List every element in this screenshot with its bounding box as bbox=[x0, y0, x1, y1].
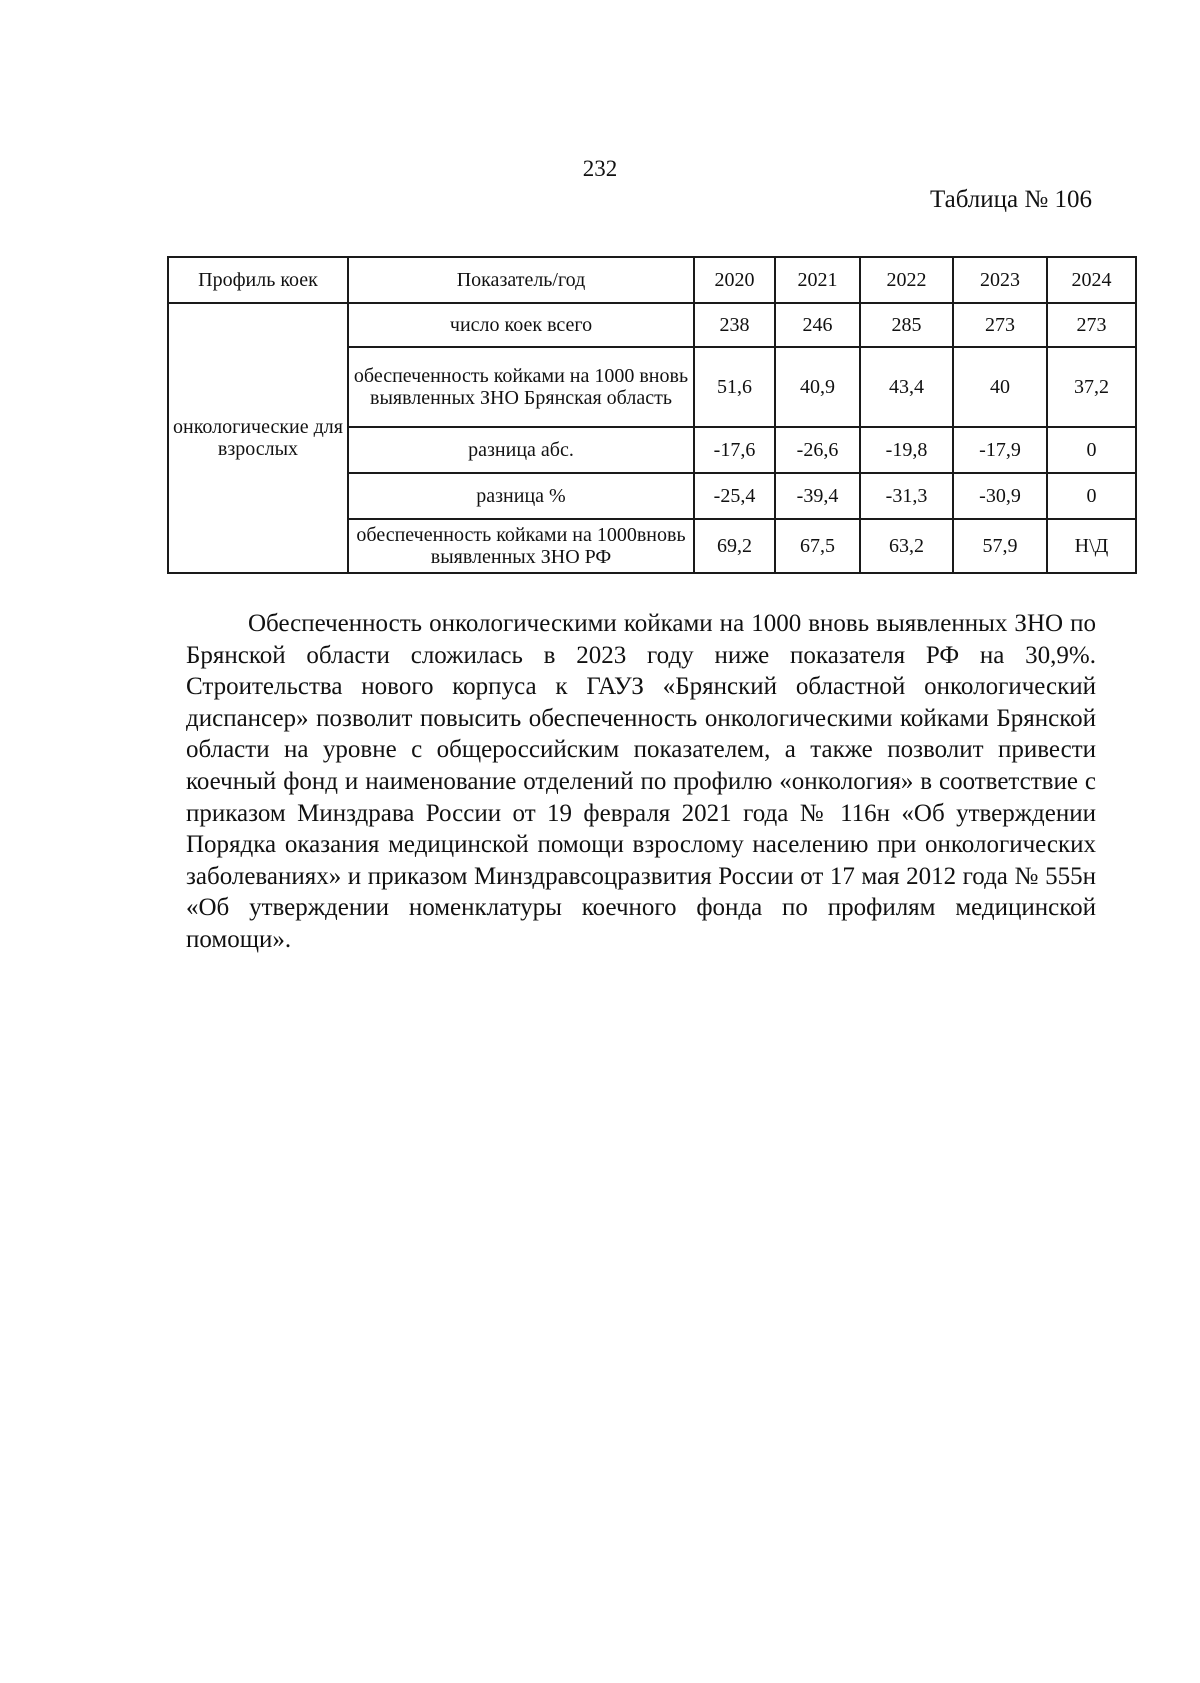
indicator-cell: число коек всего bbox=[348, 303, 694, 347]
value-cell: 43,4 bbox=[860, 347, 953, 427]
indicator-cell: обеспеченность койками на 1000вновь выявленных ЗНО РФ bbox=[348, 519, 694, 573]
value-cell: 273 bbox=[1047, 303, 1136, 347]
table-header-row bbox=[168, 257, 1136, 303]
value-cell: 63,2 bbox=[860, 519, 953, 573]
value-cell: -26,6 bbox=[775, 427, 860, 473]
indicator-cell: разница абс. bbox=[348, 427, 694, 473]
indicator-cell: обеспеченность койками на 1000 вновь выявленных ЗНО Брянская область bbox=[348, 347, 694, 427]
body-paragraph: Обеспеченность онкологическими койками на 1000 вновь выявленных ЗНО по Брянской области сложилась в 2023 году ниже показателя РФ на 30,9%. Строительства нового корпуса к ГАУЗ «Брянский областной онкологический диспансер» позволит повысить обеспеченность онкологическими койками Брянской области на уровне с общероссийским показателем, а также позволит привести коечный фонд и наименование отделений по профилю «онкология» в соответствие с приказом Минздрава России от 19 февраля 2021 года № 116н «Об утверждении Порядка оказания медицинской помощи взрослому населению при онкологических заболеваниях» и приказом Минздравсоцразвития России от 17 мая 2012 года № 555н «Об утверждении номенклатуры коечного фонда по профилям медицинской помощи». bbox=[186, 610, 1096, 953]
value-cell: -17,6 bbox=[694, 427, 775, 473]
value-cell: 67,5 bbox=[775, 519, 860, 573]
beds-table bbox=[167, 256, 1137, 574]
table-caption: Таблица № 106 bbox=[929, 186, 1092, 213]
header-cell-2023: 2023 bbox=[953, 257, 1047, 303]
value-cell: 0 bbox=[1047, 427, 1136, 473]
indicator-cell: разница % bbox=[348, 473, 694, 519]
value-cell: 57,9 bbox=[953, 519, 1047, 573]
header-cell-2020: 2020 bbox=[694, 257, 775, 303]
table-row bbox=[168, 303, 1136, 347]
header-cell-profile: Профиль коек bbox=[168, 257, 348, 303]
value-cell: 40 bbox=[953, 347, 1047, 427]
value-cell: 285 bbox=[860, 303, 953, 347]
header-cell-indicator: Показатель/год bbox=[348, 257, 694, 303]
value-cell: 273 bbox=[953, 303, 1047, 347]
value-cell: 246 bbox=[775, 303, 860, 347]
value-cell: Н\Д bbox=[1047, 519, 1136, 573]
value-cell: -19,8 bbox=[860, 427, 953, 473]
value-cell: -39,4 bbox=[775, 473, 860, 519]
value-cell: -31,3 bbox=[860, 473, 953, 519]
value-cell: -17,9 bbox=[953, 427, 1047, 473]
value-cell: 40,9 bbox=[775, 347, 860, 427]
value-cell: 51,6 bbox=[694, 347, 775, 427]
value-cell: 0 bbox=[1047, 473, 1136, 519]
header-cell-2022: 2022 bbox=[860, 257, 953, 303]
value-cell: 37,2 bbox=[1047, 347, 1136, 427]
value-cell: 69,2 bbox=[694, 519, 775, 573]
value-cell: 238 bbox=[694, 303, 775, 347]
header-cell-2024: 2024 bbox=[1047, 257, 1136, 303]
value-cell: -30,9 bbox=[953, 473, 1047, 519]
header-cell-2021: 2021 bbox=[775, 257, 860, 303]
page-number: 232 bbox=[582, 156, 618, 181]
value-cell: -25,4 bbox=[694, 473, 775, 519]
profile-cell: онкологические для взрослых bbox=[168, 303, 348, 573]
